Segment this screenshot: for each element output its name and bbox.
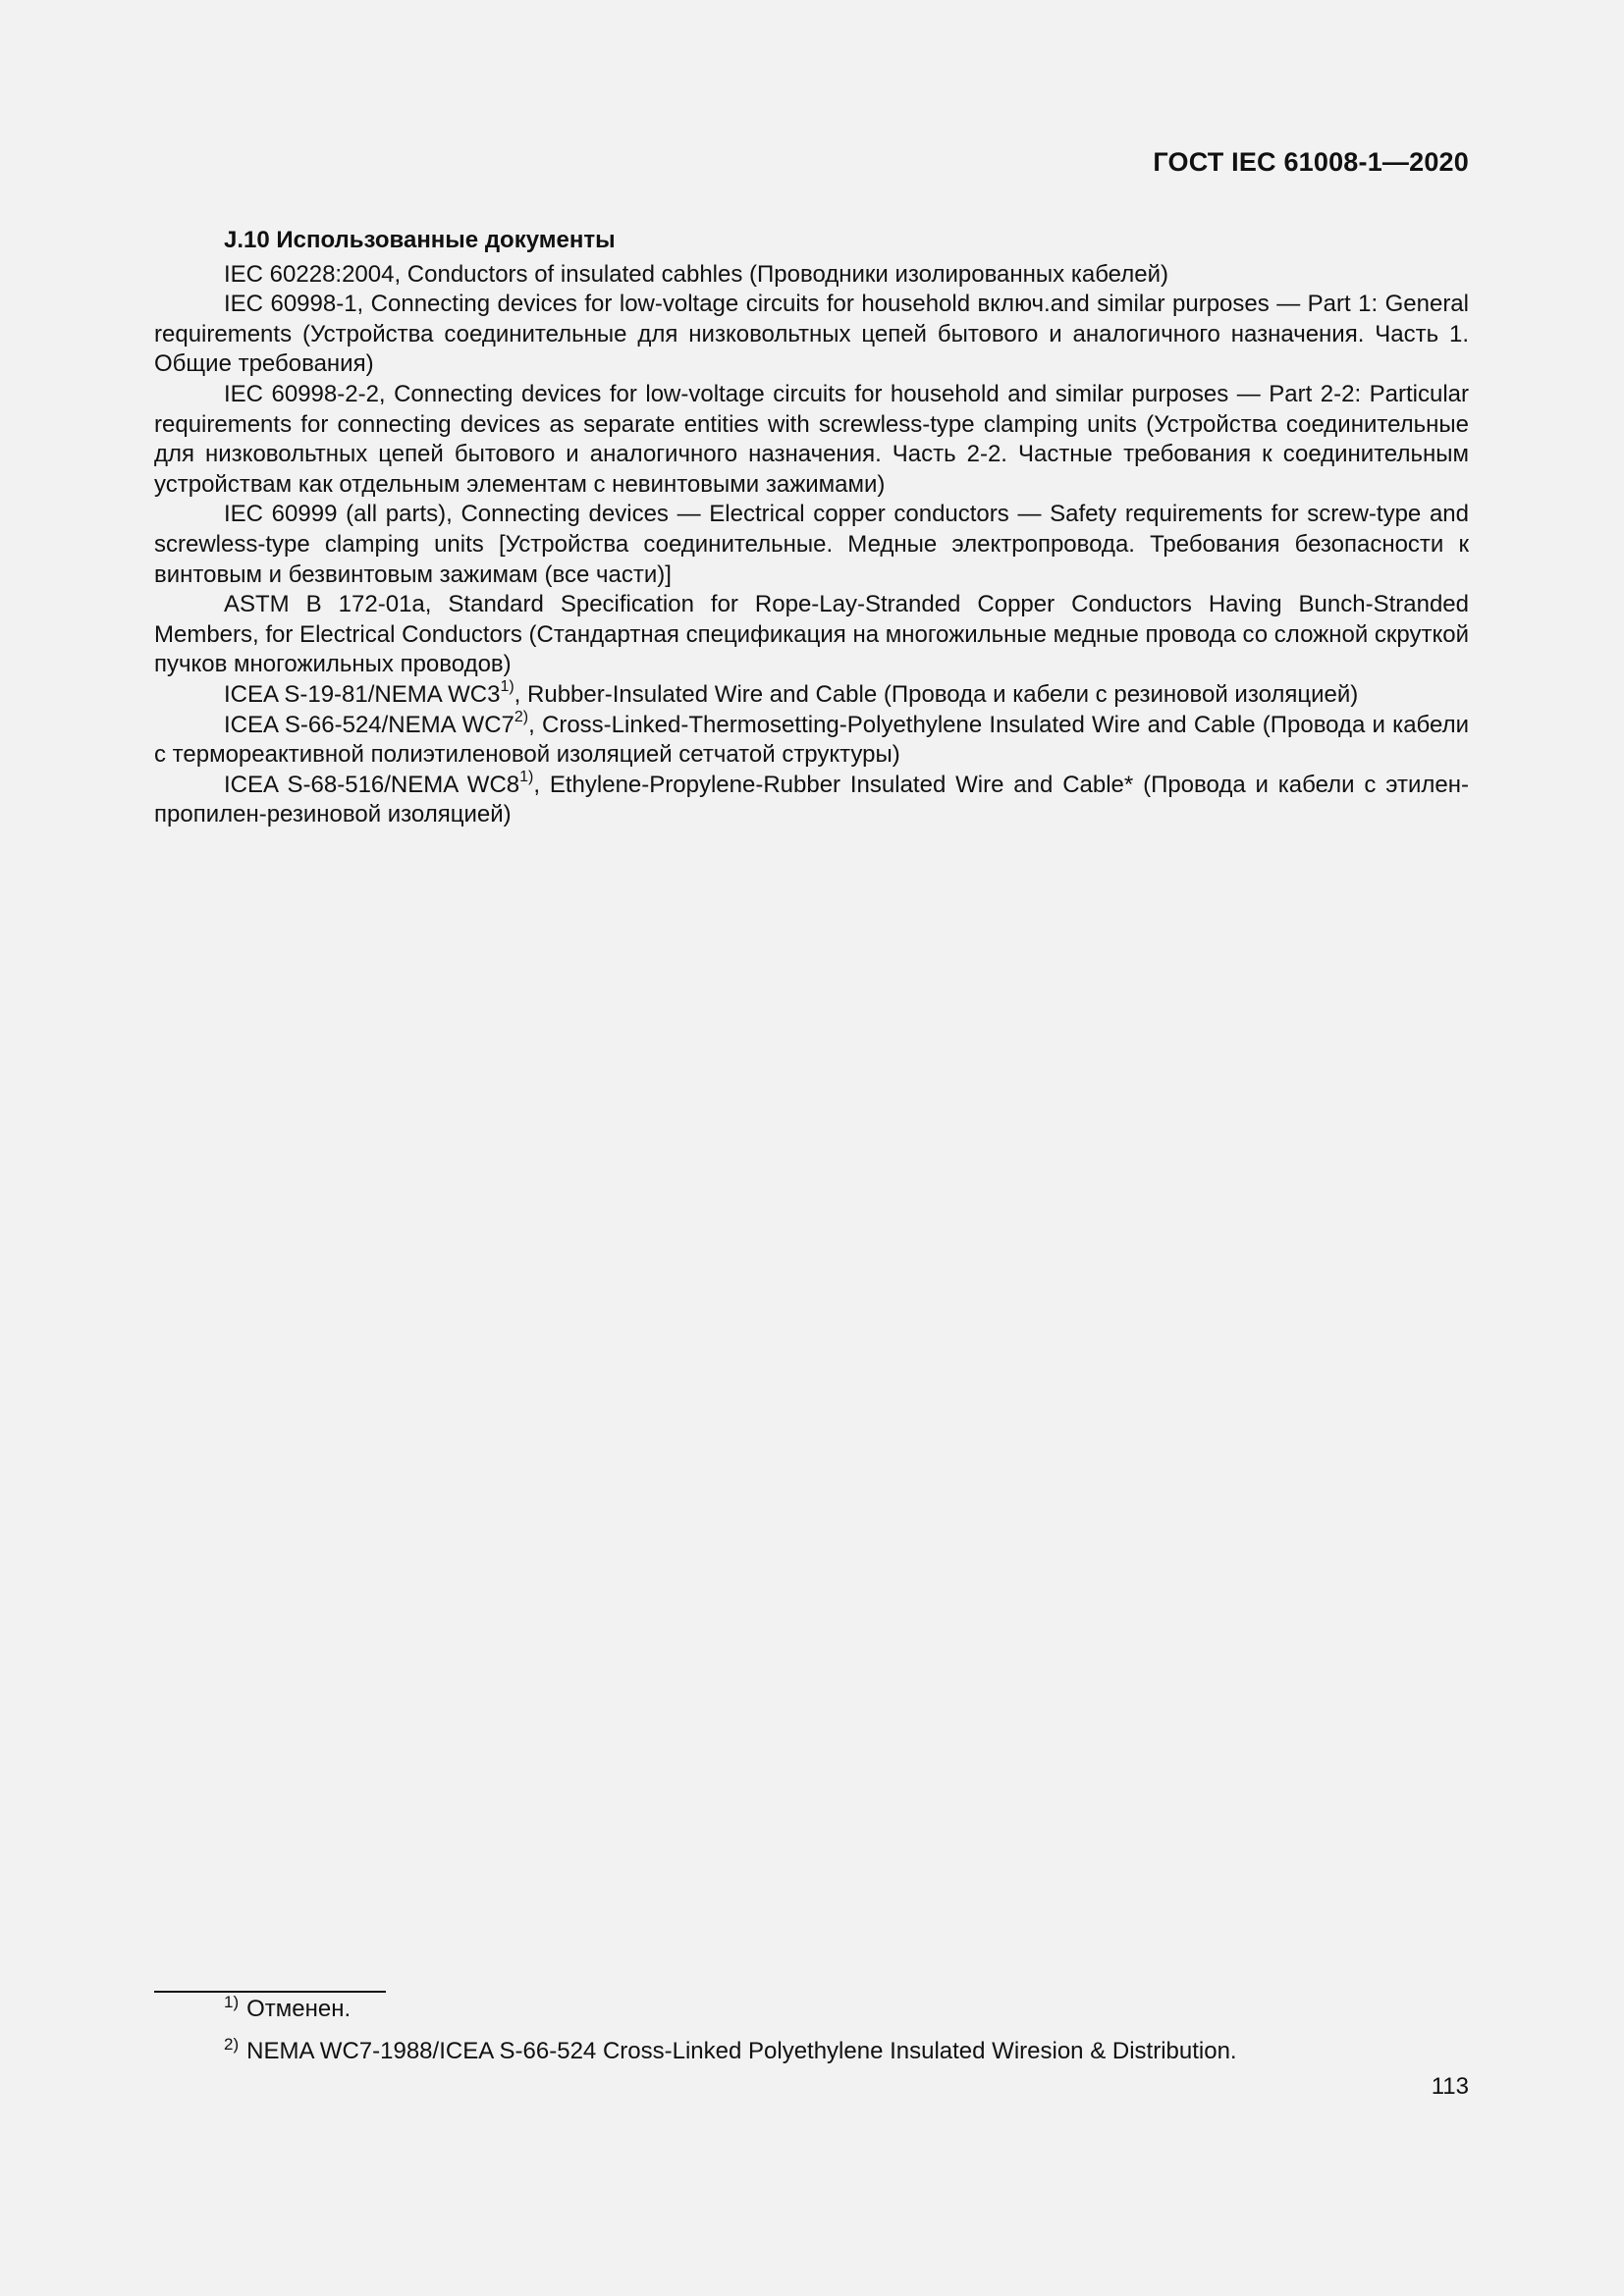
footnote-mark: 1) <box>224 1993 240 2011</box>
reference-item: IEC 60998-1, Connecting devices for low-voltage circuits for household включ.and similar purposes — Part 1: General requirements (Устройства соединительные для низковольтных цепей бытового и аналогичного назначения. Часть 1. Общие требования) <box>154 291 1469 378</box>
footnote-text: NEMA WC7-1988/ICEA S-66-524 Cross-Linked Polyethylene Insulated Wiresion & Distribution. <box>246 2038 1237 2064</box>
footnote-reference-mark: 1) <box>519 768 534 785</box>
reference-item: ICEA S-68-516/NEMA WC8$^{1)}$, Ethylene-Propylene-Rubber Insulated Wire and Cable* (Провода и кабели с этиленпропилен-резиновой изоляцией) <box>154 768 1469 828</box>
reference-item: ICEA S-66-524/NEMA WC7$^{2)}$, Cross-Linked-Thermosetting-Polyethylene Insulated Wire and Cable (Провода и кабели с термореактивной полиэтиленовой изоляцией сетчатой структуры) <box>154 708 1469 769</box>
document-code-header: ГОСТ IEC 61008-1—2020 <box>1153 147 1469 177</box>
reference-item: ICEA S-19-81/NEMA WC3$^{1)}$, Rubber-Insulated Wire and Cable (Провода и кабели с резиновой изоляцией) <box>224 677 1359 708</box>
footnote-mark: 2) <box>224 2035 240 2054</box>
footnotes <box>224 1995 1471 2079</box>
footnote-reference-mark: 1) <box>500 677 514 695</box>
reference-item: IEC 60998-2-2, Connecting devices for low-voltage circuits for household and similar purposes — Part 2-2: Particular requirements for connecting devices as separate entities with screwless-type clamping units (Устройства соединительные для низковольтных цепей бытового и аналогичного назначения. Часть 2-2. Частные требования к соединительным устройствам как отдельным элементам с невинтовыми зажимами) <box>154 380 1469 498</box>
reference-item: IEC 60228:2004, Conductors of insulated cabhles (Проводники изолированных кабелей) <box>224 260 1168 288</box>
footnote-reference-mark: 2) <box>514 708 529 725</box>
page-number: 113 <box>1431 2073 1469 2100</box>
main-content <box>154 226 1469 830</box>
reference-item: IEC 60999 (all parts), Connecting devices — Electrical copper conductors — Safety requirements for screw-type and screwless-type clamping units [Устройства соединительные. Медные электропровода. Требования безопасности к винтовым и безвинтовым зажимам (все части)] <box>154 501 1469 588</box>
footnote-separator <box>154 1991 386 1993</box>
footnote-text: Отменен. <box>246 1996 352 2022</box>
footnote-item <box>224 2037 1471 2068</box>
footnote-item <box>224 1995 1471 2026</box>
section-title: J.10 Использованные документы <box>224 227 616 253</box>
reference-item: ASTM B 172-01a, Standard Specification for Rope-Lay-Stranded Copper Conductors Having Bunch-Stranded Members, for Electrical Conductors (Стандартная спецификация на многожильные медные провода со сложной скруткой пучков многожильных проводов) <box>154 591 1469 678</box>
